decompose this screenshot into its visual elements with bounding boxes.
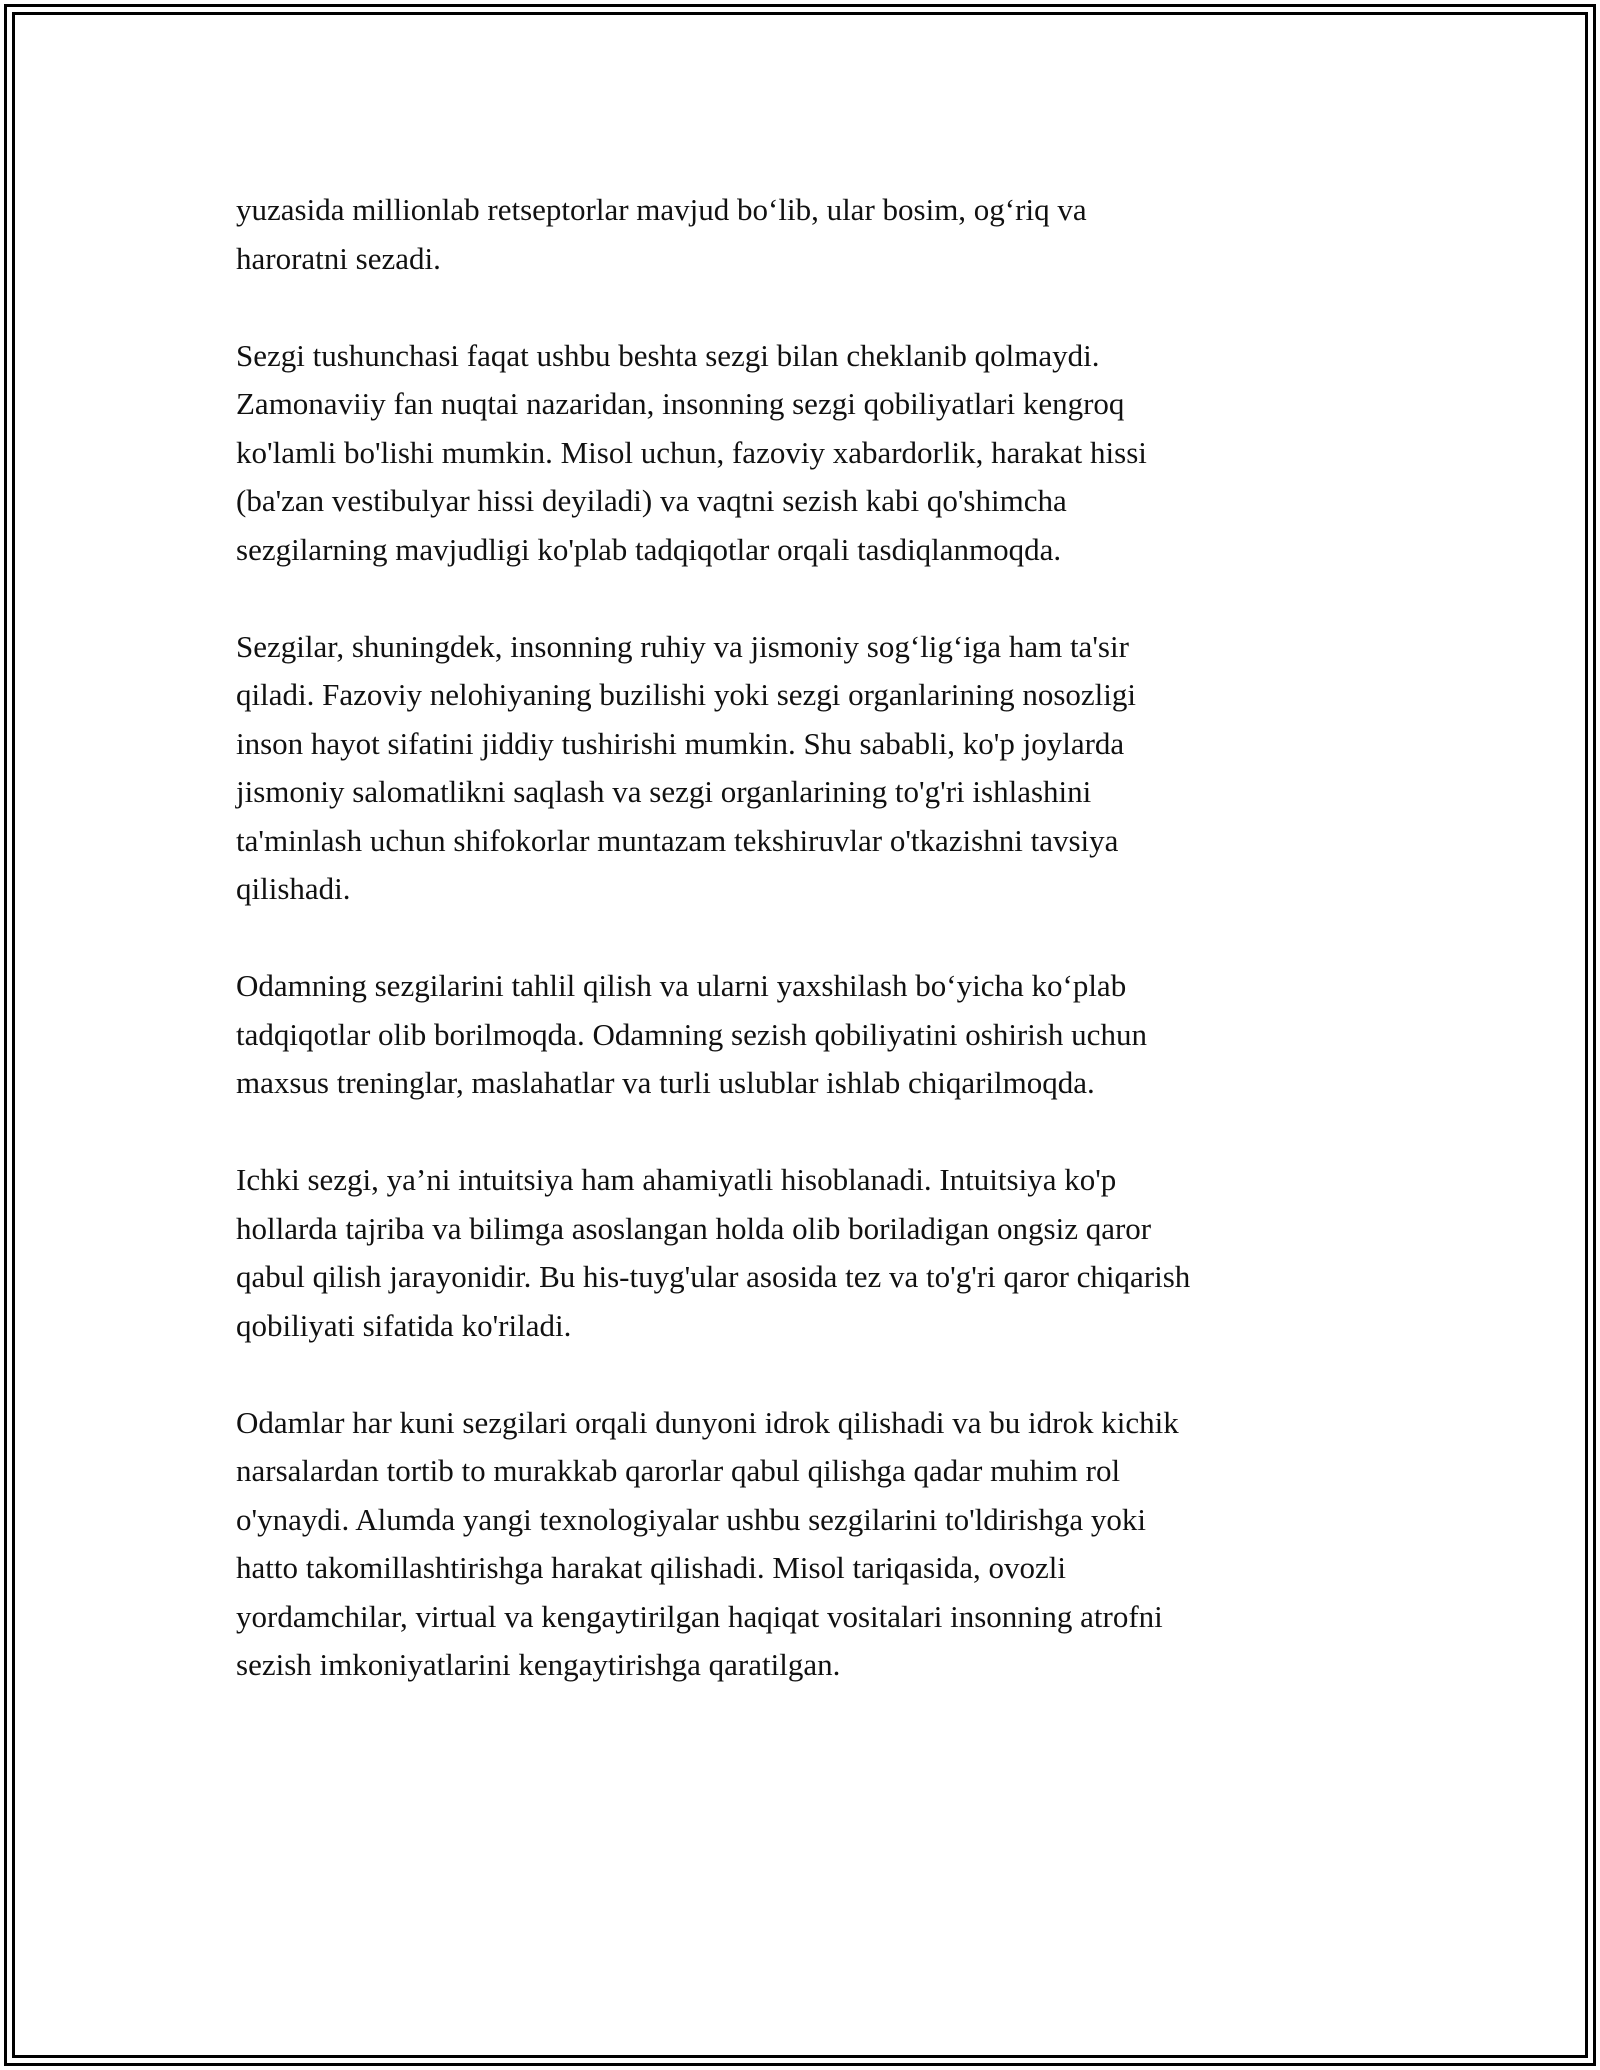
paragraph (236, 1156, 1376, 1350)
text-line: yuzasida millionlab retseptorlar mavjud bo‘lib, ular bosim, og‘riq va (236, 192, 1087, 227)
text-line: Zamonaviiy fan nuqtai nazaridan, insonning sezgi qobiliyatlari kengroq (236, 386, 1125, 421)
text-line: Sezgilar, shuningdek, insonning ruhiy va jismoniy sog‘lig‘iga ham ta'sir (236, 628, 1129, 664)
paragraph (236, 962, 1376, 1108)
text-line: narsalardan tortib to murakkab qarorlar qabul qilishga qadar muhim rol (236, 1453, 1121, 1488)
text-line: inson hayot sifatini jiddiy tushirishi mumkin. Shu sababli, ko'p joylarda (236, 725, 1125, 761)
text-line: sezgilarning mavjudligi ko'plab tadqiqotlar orqali tasdiqlanmoqda. (236, 531, 1062, 567)
text-line: o'ynaydi. Alumda yangi texnologiyalar ushbu sezgilarini to'ldirishga yoki (236, 1501, 1147, 1537)
paragraph (236, 1399, 1376, 1690)
text-line: yordamchilar, virtual va kengaytirilgan haqiqat vositalari insonning atrofni (236, 1598, 1163, 1634)
text-line: (ba'zan vestibulyar hissi deyiladi) va vaqtni sezish kabi qo'shimcha (236, 483, 1067, 518)
text-line: Sezgi tushunchasi faqat ushbu beshta sezgi bilan cheklanib qolmaydi. (236, 337, 1100, 373)
text-line: haroratni sezadi. (236, 240, 441, 276)
paragraph (236, 332, 1376, 575)
text-line: qiladi. Fazoviy nelohiyaning buzilishi yoki sezgi organlarining nosozligi (236, 677, 1137, 712)
text-line: qilishadi. (236, 871, 351, 906)
text-line: tadqiqotlar olib borilmoqda. Odamning sezish qobiliyatini oshirish uchun (236, 1016, 1147, 1052)
text-line: jismoniy salomatlikni saqlash va sezgi organlarining to'g'ri ishlashini (236, 774, 1092, 809)
text-line: maxsus treninglar, maslahatlar va turli uslublar ishlab chiqarilmoqda. (236, 1065, 1095, 1100)
text-line: Odamlar har kuni sezgilari orqali dunyoni idrok qilishadi va bu idrok kichik (236, 1404, 1179, 1440)
text-line: ko'lamli bo'lishi mumkin. Misol uchun, fazoviy xabardorlik, harakat hissi (236, 434, 1147, 470)
paragraph (236, 186, 1376, 283)
text-line: sezish imkoniyatlarini kengaytirishga qaratilgan. (236, 1647, 841, 1682)
document-body (236, 186, 1376, 1738)
text-line: qobiliyati sifatida ko'riladi. (236, 1307, 572, 1343)
text-line: Odamning sezgilarini tahlil qilish va ularni yaxshilash bo‘yicha ko‘plab (236, 968, 1127, 1003)
text-line: hollarda tajriba va bilimga asoslangan holda olib boriladigan ongsiz qaror (236, 1210, 1152, 1246)
text-line: qabul qilish jarayonidir. Bu his-tuyg'ular asosida tez va to'g'ri qaror chiqarish (236, 1259, 1191, 1294)
text-line: hatto takomillashtirishga harakat qilishadi. Misol tariqasida, ovozli (236, 1550, 1066, 1585)
text-line: ta'minlash uchun shifokorlar muntazam tekshiruvlar o'tkazishni tavsiya (236, 822, 1119, 858)
text-line: Ichki sezgi, ya’ni intuitsiya ham ahamiyatli hisoblanadi. Intuitsiya ko'p (236, 1162, 1117, 1197)
paragraph (236, 623, 1376, 914)
